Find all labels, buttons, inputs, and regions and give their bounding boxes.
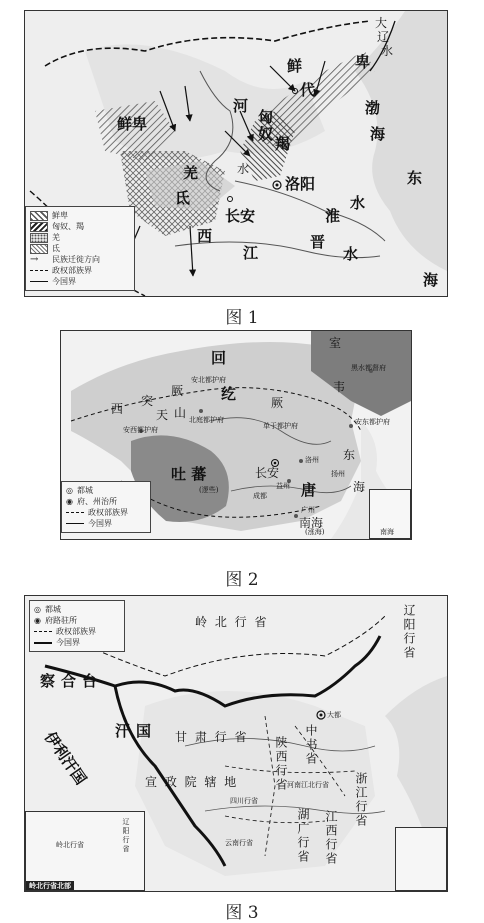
legend-item (66, 485, 146, 496)
map2-label-he: 纥 (221, 385, 237, 403)
map2-label-beiting: 北庭都护府 (189, 416, 224, 424)
capital-icon: ◎ (66, 486, 73, 495)
map1-label-dong: 东 (407, 169, 423, 187)
map-2 (60, 330, 412, 540)
map3-label-gansu: 甘 肃 行 省 (175, 730, 249, 744)
map1-legend (25, 206, 135, 291)
map1-label-luoyang: 洛阳 (285, 175, 316, 193)
legend-item (30, 232, 130, 243)
map1-label-huai-shui: 水 (350, 194, 366, 212)
map3-legend (29, 600, 125, 652)
map1-label-shui: 水 (237, 162, 250, 176)
map2-label-tu: 突 (141, 394, 154, 408)
map3-inset-liao: 辽阳行省 (122, 818, 130, 854)
map1-label-he: 河 (233, 97, 249, 115)
map3-label-yunnan: 云南行省 (225, 839, 253, 847)
map2-label-danyu: 单于都护府 (263, 422, 298, 430)
map3-label-xuanzheng: 宣 政 院 辖 地 (145, 775, 239, 789)
legend-label: 鲜卑 (52, 211, 68, 220)
map1-label-changan: 长安 (225, 207, 256, 225)
legend-item (34, 615, 120, 626)
legend-item (34, 637, 120, 648)
map3-label-jiangxi: 江西行省 (324, 810, 338, 866)
map1-label-hai: 海 (370, 125, 386, 143)
map1-label-sea: 海 (423, 271, 439, 289)
map1-label-bei: 卑 (355, 53, 371, 71)
legend-label: 府、州治所 (76, 497, 117, 506)
map1-label-bo: 渤 (365, 99, 381, 117)
map3-label-henan: 河南江北行省 (287, 781, 329, 789)
map2-caption: 图 2 (225, 570, 259, 590)
legend-item (66, 496, 146, 507)
map2-label-jue: 厥 (171, 384, 184, 398)
legend-label: 今国界 (52, 277, 76, 286)
map1-label-xianbei-left: 鲜卑 (117, 115, 148, 133)
legend-label: 今国界 (56, 638, 80, 647)
map2-label-yangzhou: 扬州 (331, 470, 345, 478)
map3-inset-title: 岭北行省北部 (26, 881, 74, 890)
map2-label-nanhai: 南海 (299, 516, 324, 530)
map2-label-chengdu: 成都 (253, 492, 267, 500)
map2-inset-label: 南海 (380, 528, 394, 536)
legend-label: 府路驻所 (44, 616, 77, 625)
map1-caption: 图 1 (225, 308, 259, 328)
legend-item (66, 518, 146, 529)
map3-inset-lingbei-north (25, 811, 145, 891)
map3-label-dadu: 大都 (327, 711, 341, 719)
legend-label: 都城 (76, 486, 93, 495)
map2-label-yizhou: 益州 (276, 482, 290, 490)
map1-label-jiang: 江 (243, 244, 259, 262)
map3-label-hanguo: 汗国 (115, 722, 158, 740)
map1-label-da: 大 (375, 16, 388, 30)
map3-label-chahetai: 察合台 (40, 672, 104, 690)
capital-icon: ◎ (34, 605, 41, 614)
legend-label: 民族迁徙方向 (52, 255, 100, 264)
map1-label-xi: 西 (197, 227, 213, 245)
map1-label-xiongnu: 匈奴 (256, 109, 274, 143)
map2-label-jue2: 厥 (271, 396, 284, 410)
legend-item (30, 210, 130, 221)
map1-label-liao: 辽 (377, 30, 390, 44)
legend-item (30, 265, 130, 276)
legend-item (30, 276, 130, 287)
map3-label-liaoyang: 辽阳行省 (402, 604, 416, 660)
map2-label-anxi: 安西都护府 (123, 426, 158, 434)
map3-label-yili: 伊利汗国 (40, 728, 91, 788)
map2-label-tang: 唐 (301, 481, 317, 499)
legend-item (30, 243, 130, 254)
legend-label: 政权部族界 (56, 627, 96, 636)
map-1 (24, 10, 448, 297)
map1-label-jin-shui: 水 (343, 245, 359, 263)
map2-label-guangzhou: 广州 (301, 506, 315, 514)
map2-label-luoxie: (逻些) (199, 486, 219, 494)
legend-item (30, 254, 130, 265)
map3-label-sichuan: 四川行省 (230, 797, 258, 805)
legend-item (66, 507, 146, 518)
legend-label: 今国界 (88, 519, 112, 528)
map2-label-tian: 天 (156, 408, 169, 422)
legend-label: 氐 (52, 244, 60, 253)
map1-label-huai: 淮 (325, 207, 341, 225)
map2-label-zhanghai: (涨海) (305, 528, 325, 536)
map2-label-dong: 东 (343, 448, 356, 462)
city-icon: ◉ (66, 497, 73, 506)
map3-label-zhongshu: 中书省 (304, 724, 318, 766)
map3-label-shaanxi: 陕西行省 (274, 736, 288, 792)
legend-label: 政权部族界 (52, 266, 92, 275)
map2-label-andong: 安东都护府 (355, 418, 390, 426)
legend-item (34, 626, 120, 637)
map1-label-jin: 晋 (310, 233, 326, 251)
legend-label: 匈奴、羯 (52, 222, 84, 231)
map2-label-luozhou: 洛州 (305, 456, 319, 464)
map2-label-xi: 西 (111, 402, 124, 416)
map2-inset (369, 489, 411, 539)
map3-inset-lingbei: 岭北行省 (56, 841, 84, 849)
map1-label-liao-shui: 水 (381, 44, 394, 58)
map3-label-zhejiang: 浙江行省 (354, 772, 368, 828)
map2-label-tubo: 吐 蕃 (171, 465, 207, 483)
city-icon: ◉ (34, 616, 41, 625)
map2-label-anbei: 安北都护府 (191, 376, 226, 384)
map2-label-shi: 室 (329, 336, 342, 350)
map1-label-jie: 羯 (275, 135, 291, 153)
map2-label-shan: 山 (174, 406, 187, 420)
legend-item (30, 221, 130, 232)
map3-caption: 图 3 (225, 903, 259, 923)
legend-label: 都城 (44, 605, 61, 614)
map1-label-qiang: 羌 (183, 164, 199, 182)
map2-legend (61, 481, 151, 533)
map2-label-heishui: 黑水都督府 (351, 364, 386, 372)
map3-inset-south-sea (395, 827, 447, 891)
legend-item (34, 604, 120, 615)
map1-label-xian: 鲜 (287, 57, 303, 75)
legend-label: 羌 (52, 233, 60, 242)
map2-label-changan: 长安 (255, 466, 280, 480)
map1-label-dai: 代 (300, 81, 316, 99)
map2-label-hui: 回 (211, 349, 227, 367)
map3-label-lingbei: 岭 北 行 省 (195, 615, 269, 629)
map2-label-hai: 海 (353, 480, 366, 494)
map-3 (24, 595, 448, 892)
map3-label-huguang: 湖广行省 (296, 808, 310, 864)
arrow-icon: → (30, 254, 39, 265)
map1-label-di: 氐 (175, 189, 191, 207)
legend-label: 政权部族界 (88, 508, 128, 517)
map2-label-wei: 韦 (333, 380, 346, 394)
